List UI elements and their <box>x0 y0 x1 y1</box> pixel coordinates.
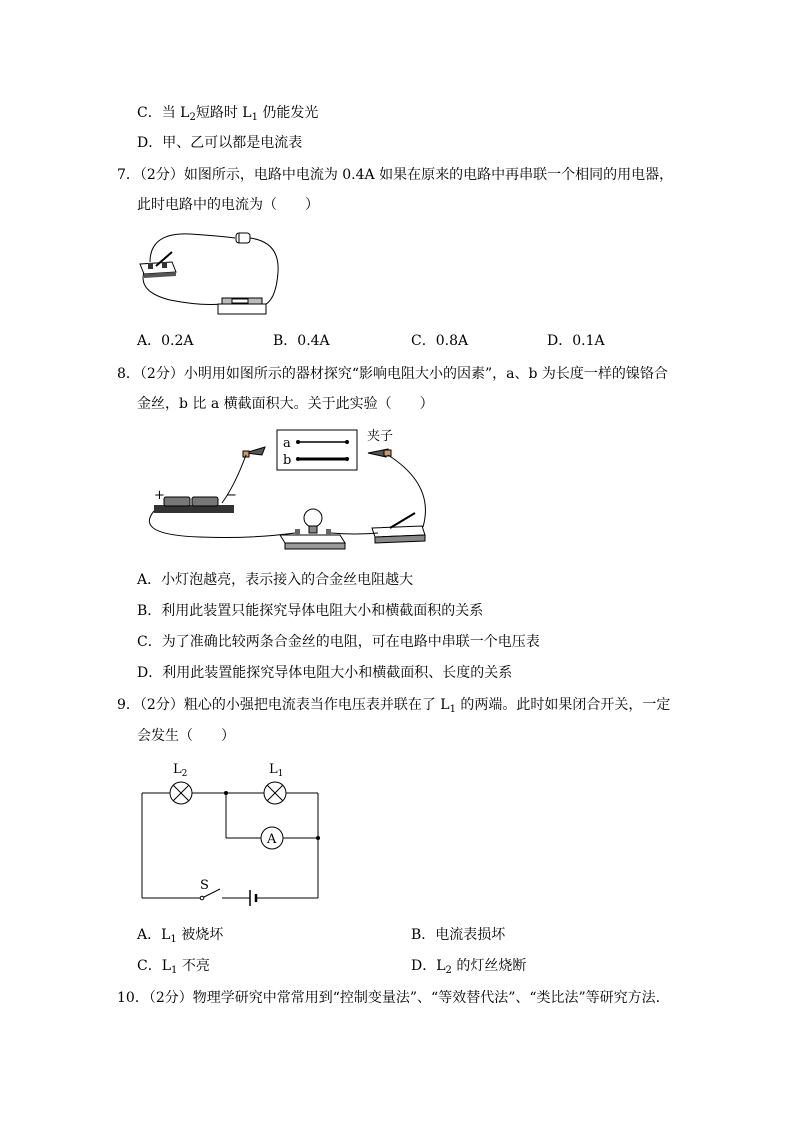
q8-switch-icon <box>372 513 425 543</box>
q9-l2-label: $L_2$ <box>173 762 188 779</box>
q9-circuit-diagram <box>140 758 325 908</box>
q9-option-b: B．电流表损坏 <box>411 927 506 943</box>
q7-circuit-figure <box>130 222 290 322</box>
q8-option-d: D．利用此装置能探究导体电阻大小和横截面积、长度的关系 <box>137 665 513 681</box>
q8-option-a: A．小灯泡越亮，表示接入的合金丝电阻越大 <box>137 572 414 588</box>
q8-option-b: B．利用此装置只能探究导体电阻大小和横截面积的关系 <box>137 603 484 619</box>
q7-stem-line1: 7．（2分）如图所示，电路中电流为 0.4A 如果在原来的电路中再串联一个相同的用电器， <box>117 167 674 183</box>
q9-option-a: A．$L_1$ 被烧坏 <box>137 927 224 945</box>
q9-stem-line1: 9．（2分）粗心的小强把电流表当作电压表并联在了 $L_1$ 的两端。此时如果闭合开关，一定 <box>117 697 671 715</box>
q7-stem-line2: 此时电路中的电流为（ ） <box>137 197 319 213</box>
q9-lamp-l2-icon <box>170 782 192 804</box>
q9-switch-label: S <box>200 878 209 893</box>
q6-option-c: C．当 $L_2$短路时 $L_1$ 仍能发光 <box>137 105 319 123</box>
q8-clip-label: 夹子 <box>367 429 394 444</box>
q9-lamp-l1-icon <box>264 782 286 804</box>
q8-option-c: C．为了准确比较两条合金丝的电阻，可在电路中串联一个电压表 <box>137 634 540 650</box>
q7-option-d: D．0.1A <box>547 333 605 349</box>
q8-wire-b-label: b <box>283 453 292 468</box>
q7-option-b: B．0.4A <box>273 333 330 349</box>
q9-option-d: D．$L_2$ 的灯丝烧断 <box>411 958 527 976</box>
q7-option-c: C．0.8A <box>411 333 469 349</box>
q7-switch-icon <box>140 252 176 278</box>
q8-experiment-figure <box>140 425 440 555</box>
q7-resistor-icon <box>236 233 250 243</box>
q8-wire-a-label: a <box>283 436 291 451</box>
q8-stem-line2: 金丝，b 比 a 横截面积大。关于此实验（ ） <box>137 396 434 412</box>
q8-right-clip-icon <box>368 449 391 457</box>
q9-option-c: C．$L_1$ 不亮 <box>137 958 210 976</box>
q8-bulb-icon <box>280 509 345 549</box>
q8-battery-box-icon <box>154 488 237 513</box>
q9-ammeter-icon <box>261 827 283 849</box>
q10-stem-line1: 10．（2分）物理学研究中常常用到“控制变量法”、“等效替代法”、“类比法”等研究方法. <box>117 990 661 1006</box>
q8-stem-line1: 8．（2分）小明用如图所示的器材探究“影响电阻大小的因素”，a、b 为长度一样的镍铬合 <box>117 366 668 382</box>
q7-load-device-icon <box>218 298 266 314</box>
q6-option-d: D．甲、乙可以都是电流表 <box>137 135 303 151</box>
q7-option-a: A．0.2A <box>137 333 194 349</box>
q9-stem-line2: 会发生（ ） <box>137 728 235 744</box>
svg-text:A: A <box>267 832 277 847</box>
q8-plus-label: + <box>154 488 165 503</box>
q9-l1-label: $L_1$ <box>269 762 284 779</box>
q8-minus-label: − <box>226 488 237 503</box>
